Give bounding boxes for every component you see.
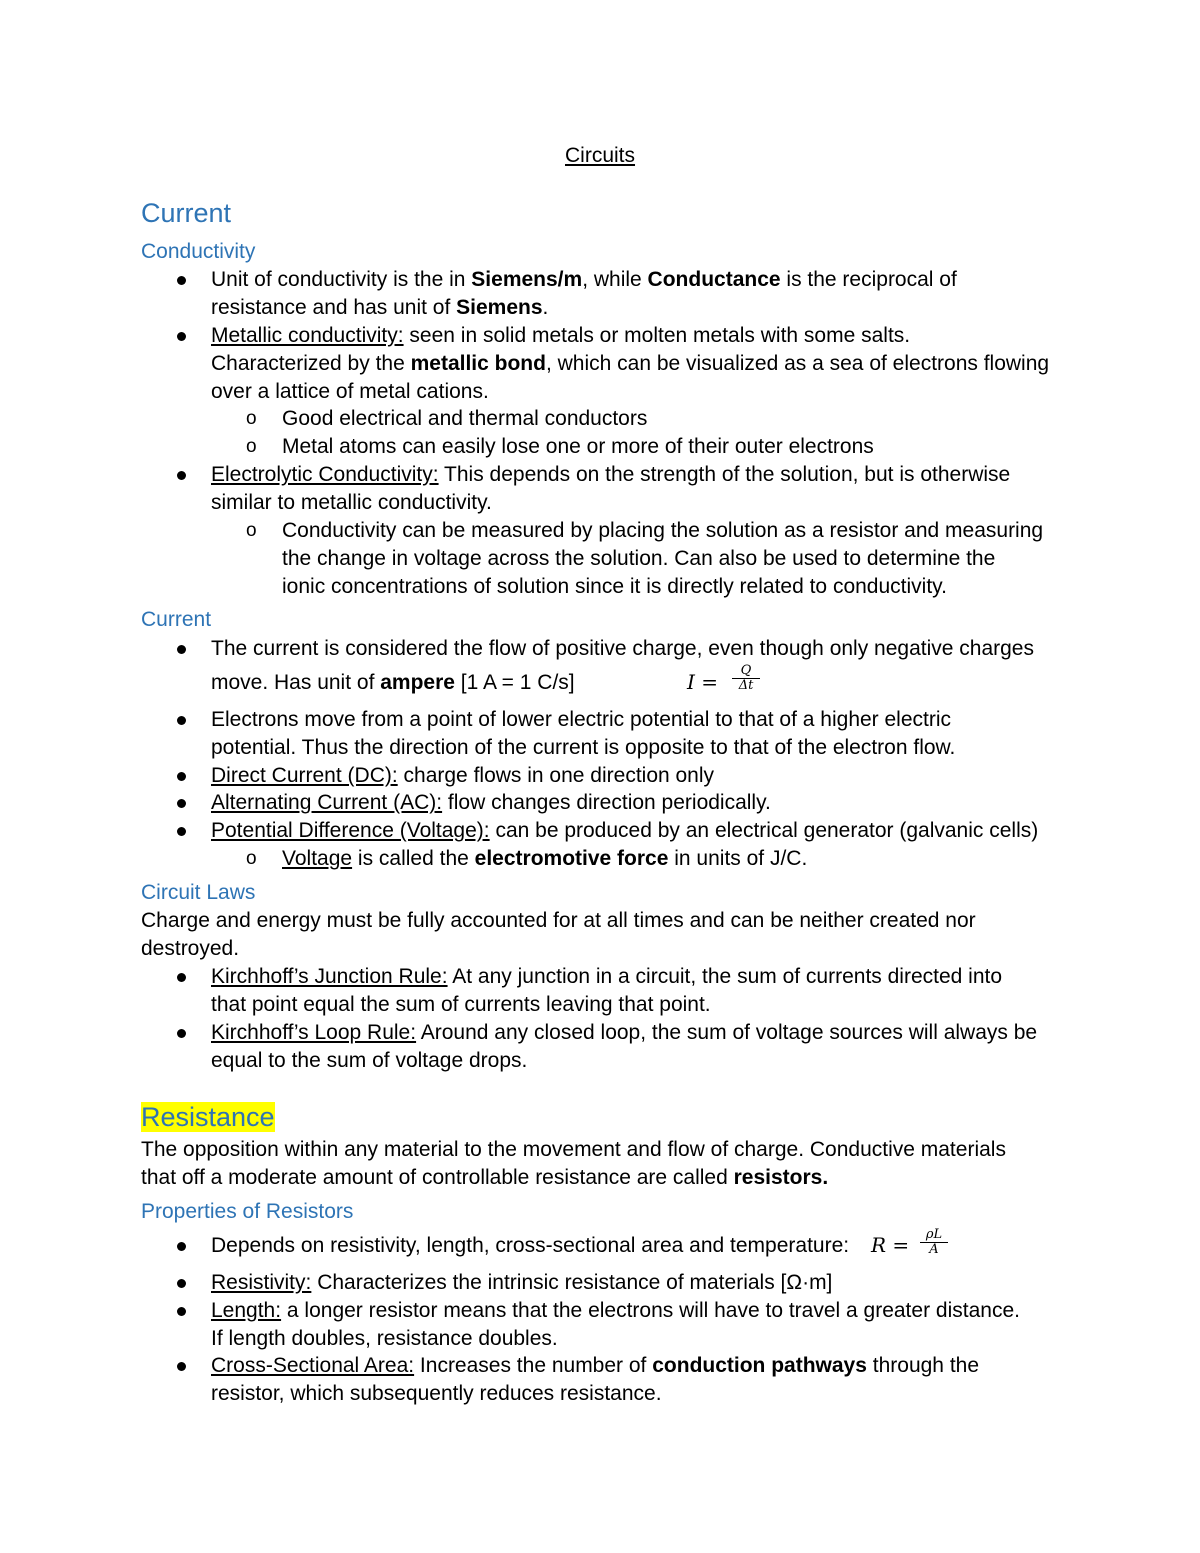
list-item: Kirchhoff’s Loop Rule: Around any closed loop, the sum of voltage sources will always be [211,1021,1038,1044]
paragraph: Charge and energy must be fully accounted for at all times and can be neither created nor [141,909,976,932]
bullet-icon [177,973,186,982]
bullet-icon [177,772,186,781]
bullet-icon [177,799,186,808]
subheading-current: Current [141,608,212,631]
list-item: Cross-Sectional Area: Increases the number of conduction pathways through the [211,1354,980,1377]
bullet-icon [177,645,186,654]
subheading-conductivity: Conductivity [141,240,256,263]
list-item: Length: a longer resistor means that the electrons will have to travel a greater distance. [211,1299,1020,1322]
bullet-icon [177,276,186,285]
list-item-continuation: equal to the sum of voltage drops. [211,1049,528,1072]
paragraph-continuation: that off a moderate amount of controllable resistance are called resistors. [141,1166,829,1189]
resistance-equation-lhs: R = [871,1233,910,1257]
heading-resistance: Resistance [141,1102,275,1132]
list-item-continuation: resistance and has unit of Siemens. [211,296,549,319]
list-item: Electrolytic Conductivity: This depends on the strength of the solution, but is otherwise [211,463,1011,486]
current-equation-fraction: Q Δt [732,664,760,693]
sub-list-item: Voltage is called the electromotive force in units of J/C. [282,847,808,870]
bullet-icon [177,1279,186,1288]
paragraph-continuation: destroyed. [141,937,240,960]
sub-list-item: Good electrical and thermal conductors [282,407,648,430]
list-item: The current is considered the flow of positive charge, even though only negative charges [211,637,1034,660]
subheading-circuit-laws: Circuit Laws [141,881,256,904]
list-item: Unit of conductivity is the in Siemens/m, while Conductance is the reciprocal of [211,268,957,291]
bullet-icon [177,1362,186,1371]
list-item: Potential Difference (Voltage): can be produced by an electrical generator (galvanic cells) [211,819,1039,842]
subheading-properties-of-resistors: Properties of Resistors [141,1200,354,1223]
current-equation-lhs: I = [687,670,719,694]
bullet-icon [177,1029,186,1038]
circle-bullet-icon: o [246,408,257,429]
circle-bullet-icon: o [246,436,257,457]
list-item-continuation: potential. Thus the direction of the current is opposite to that of the electron flow. [211,736,956,759]
list-item: Direct Current (DC): charge flows in one direction only [211,764,715,787]
list-item: Resistivity: Characterizes the intrinsic resistance of materials [Ω·m] [211,1271,833,1294]
list-item-continuation: resistor, which subsequently reduces resistance. [211,1382,662,1405]
list-item: Electrons move from a point of lower electric potential to that of a higher electric [211,708,952,731]
bullet-icon [177,332,186,341]
resistance-equation-fraction: ρL A [920,1228,948,1257]
paragraph: The opposition within any material to the movement and flow of charge. Conductive materials [141,1138,1006,1161]
list-item: Metallic conductivity: seen in solid metals or molten metals with some salts. [211,324,911,347]
list-item-continuation: that point equal the sum of currents leaving that point. [211,993,711,1016]
circle-bullet-icon: o [246,520,257,541]
list-item-continuation: If length doubles, resistance doubles. [211,1327,558,1350]
sub-list-item: Conductivity can be measured by placing the solution as a resistor and measuring [282,519,1044,542]
bullet-icon [177,471,186,480]
bullet-icon [177,827,186,836]
list-item-continuation: over a lattice of metal cations. [211,380,489,403]
list-item-continuation: move. Has unit of ampere [1 A = 1 C/s] [211,671,575,694]
list-item-continuation: similar to metallic conductivity. [211,491,492,514]
sub-list-item-continuation: ionic concentrations of solution since it is directly related to conductivity. [282,575,947,598]
list-item: Kirchhoff’s Junction Rule: At any junction in a circuit, the sum of currents directed into [211,965,1003,988]
heading-current: Current [141,198,232,228]
list-item: Depends on resistivity, length, cross-sectional area and temperature: [211,1234,850,1257]
bullet-icon [177,1307,186,1316]
document-title: Circuits [565,144,636,167]
sub-list-item-continuation: the change in voltage across the solution. Can also be used to determine the [282,547,996,570]
sub-list-item: Metal atoms can easily lose one or more of their outer electrons [282,435,874,458]
bullet-icon [177,716,186,725]
bullet-icon [177,1242,186,1251]
circle-bullet-icon: o [246,848,257,869]
list-item-continuation: Characterized by the metallic bond, which can be visualized as a sea of electrons flowing [211,352,1050,375]
list-item: Alternating Current (AC): flow changes direction periodically. [211,791,771,814]
